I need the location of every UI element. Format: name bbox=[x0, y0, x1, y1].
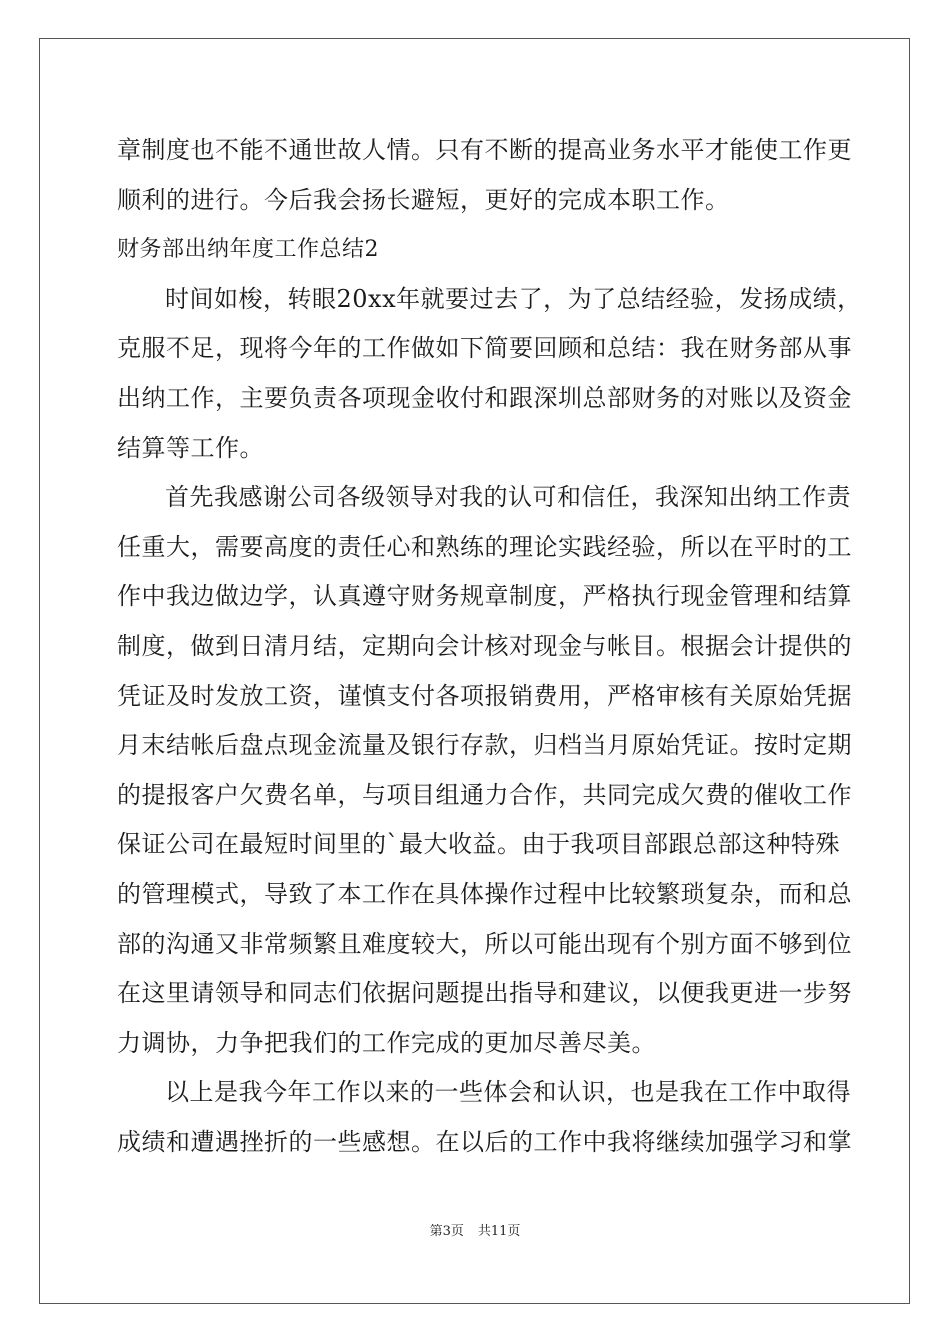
body-line: 保证公司在最短时间里的`最大收益。由于我项目部跟总部这种特殊 bbox=[117, 830, 840, 859]
body-line: 制度，做到日清月结，定期向会计核对现金与帐目。根据会计提供的 bbox=[117, 631, 852, 660]
body-line: 作中我边做边学，认真遵守财务规章制度，严格执行现金管理和结算 bbox=[117, 582, 852, 611]
paragraph-first-line: 以上是我今年工作以来的一些体会和认识，也是我在工作中取得 bbox=[165, 1078, 851, 1107]
body-line: 顺利的进行。今后我会扬长避短，更好的完成本职工作。 bbox=[117, 185, 730, 214]
page-number: 第3页 bbox=[429, 1224, 464, 1239]
section-heading: 财务部出纳年度工作总结2 bbox=[117, 237, 379, 263]
body-line: 成绩和遭遇挫折的一些感想。在以后的工作中我将继续加强学习和掌 bbox=[117, 1127, 852, 1156]
body-line: 凭证及时发放工资，谨慎支付各项报销费用，严格审核有关原始凭据 bbox=[117, 681, 852, 710]
body-line: 的管理模式，导致了本工作在具体操作过程中比较繁琐复杂，而和总 bbox=[117, 879, 852, 908]
page-footer bbox=[0, 1220, 950, 1239]
body-line: 在这里请领导和同志们依据问题提出指导和建议，以便我更进一步努 bbox=[117, 979, 852, 1008]
body-line: 章制度也不能不通世故人情。只有不断的提高业务水平才能使工作更 bbox=[117, 136, 852, 164]
paragraph-first-line: 时间如梭，转眼20xx年就要过去了，为了总结经验，发扬成绩， bbox=[165, 284, 862, 313]
body-line: 部的沟通又非常频繁且难度较大，所以可能出现有个别方面不够到位 bbox=[117, 929, 852, 958]
body-line: 月末结帐后盘点现金流量及银行存款，归档当月原始凭证。按时定期 bbox=[117, 731, 852, 760]
paragraph-first-line: 首先我感谢公司各级领导对我的认可和信任，我深知出纳工作责 bbox=[165, 483, 851, 512]
body-line: 力调协，力争把我们的工作完成的更加尽善尽美。 bbox=[117, 1028, 656, 1057]
body-line: 任重大，需要高度的责任心和熟练的理论实践经验，所以在平时的工 bbox=[117, 532, 852, 561]
body-line: 克服不足，现将今年的工作做如下简要回顾和总结：我在财务部从事 bbox=[117, 334, 852, 363]
body-line: 的提报客户欠费名单，与项目组通力合作，共同完成欠费的催收工作 bbox=[117, 780, 852, 809]
document-body bbox=[117, 126, 862, 1167]
body-line: 出纳工作，主要负责各项现金收付和跟深圳总部财务的对账以及资金 bbox=[117, 383, 852, 412]
body-line: 结算等工作。 bbox=[117, 433, 264, 462]
page-total: 共11页 bbox=[477, 1224, 521, 1239]
